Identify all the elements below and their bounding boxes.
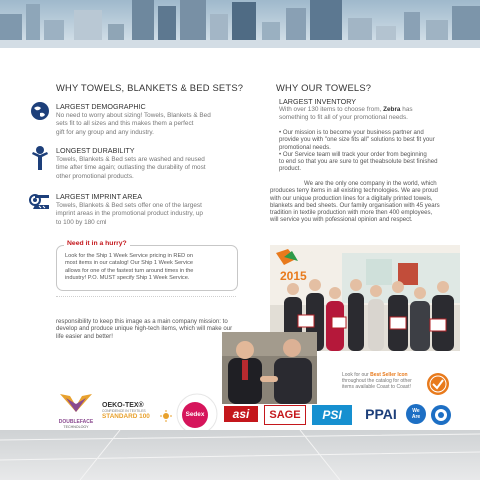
section-body	[56, 156, 236, 181]
hurry-text	[65, 253, 233, 283]
we-are-text: We	[412, 408, 420, 414]
bullet-line: to end so that you are sure to get theabsolute best finished	[279, 158, 438, 166]
seller-highlight: Best Seller Icon	[370, 372, 408, 378]
oeko-sub: CONFIDENCE IN TEXTILES	[102, 409, 146, 413]
floor-image	[0, 430, 480, 480]
body-line: imprint areas in the promotional product industry, up	[56, 210, 203, 218]
section-largest-imprint-area	[56, 192, 236, 227]
skyline-image	[0, 0, 480, 48]
mission-line: develop and produce unique high-tech items, which will make our	[56, 325, 233, 333]
seller-line: throughout the catalog for other	[342, 378, 412, 384]
asi-logo: asi	[224, 406, 258, 422]
doubleface-text: DOUBLEFACE	[58, 419, 94, 425]
right-heading: WHY OUR TOWELS?	[276, 82, 372, 93]
mission-line: responsibility to keep this image as a main company mission: to	[56, 318, 228, 325]
section-title: LARGEST IMPRINT AREA	[56, 192, 143, 201]
dotted-divider	[56, 296, 236, 298]
handshake-photo	[222, 332, 317, 404]
bullet-list	[279, 129, 463, 173]
bullet-item	[279, 151, 463, 173]
body-line: other promotional products.	[56, 172, 134, 180]
brand-name: Zebra	[383, 106, 401, 113]
best-seller-icon	[426, 372, 450, 396]
section-title: LONGEST DURABILITY	[56, 146, 135, 155]
company-paragraph	[270, 180, 460, 224]
inventory-text-post: has	[402, 106, 413, 113]
bullet-line: provide you with "one size fits all" solutions to best fit your	[279, 136, 435, 144]
sage-logo: SAGE	[264, 405, 306, 425]
paragraph-line: blankets and bed sheets. Our family organisation with 45 years	[270, 201, 440, 209]
section-longest-durability	[56, 146, 236, 181]
oeko-standard: STANDARD 100	[102, 413, 150, 420]
skyline-banner	[0, 0, 480, 48]
handshake-image	[222, 332, 317, 404]
inventory-line: something to fit all of your promotional needs.	[279, 114, 408, 122]
section-body	[56, 202, 236, 227]
inventory-title: LARGEST INVENTORY	[279, 97, 357, 106]
paragraph-line: with our unique production lines for a digitally printed towels,	[270, 194, 433, 202]
we-are-text: Are	[411, 414, 421, 420]
paragraph-line: will service you with pofessional opinion and respect.	[270, 216, 413, 224]
oeko-text: OEKO-TEX®	[102, 402, 144, 409]
body-line: time after time again; outlasting the durability of most	[56, 164, 206, 172]
body-line: sets fit to all sizes and this makes them a perfect	[56, 120, 194, 128]
section-body	[56, 112, 236, 137]
inventory-text-pre: With over 130 items to choose from,	[279, 106, 382, 113]
left-heading: WHY TOWELS, BLANKETS & BED SETS?	[56, 82, 244, 93]
rolled-towel-icon	[29, 192, 51, 212]
hurry-line: industry! P.O. MUST specify Ship 1 Week Service.	[65, 275, 190, 282]
sedex-logo: Sedex	[182, 402, 208, 428]
doubleface-logo	[56, 392, 96, 429]
body-line: Towels, Blankets & Bed sets offer one of the largest	[56, 202, 202, 209]
seller-pre: Look for our	[342, 372, 369, 378]
person-icon	[30, 145, 50, 171]
sun-icon	[160, 410, 172, 422]
bullet-item	[279, 129, 463, 151]
hurry-title: Need it in a hurry?	[64, 240, 130, 247]
body-line: to 100 by 180 cml	[56, 218, 107, 226]
mission-line: life easier and better!	[56, 332, 113, 340]
bullet-line: product.	[279, 165, 302, 173]
we-are-logo	[406, 404, 426, 424]
body-line: gift for any group and any industry.	[56, 128, 154, 136]
paragraph-line: We are the only one company in the world, which	[304, 180, 437, 187]
bullet-line: • Our Service team will track your order from beginning	[279, 150, 427, 158]
bullet-line: promotional needs.	[279, 143, 331, 151]
banner-year: 2015	[280, 269, 307, 283]
body-line: No need to worry about sizing! Towels, Blankets & Bed	[56, 112, 211, 119]
section-title: LARGEST DEMOGRAPHIC	[56, 102, 146, 111]
bullet-line: • Our mission is to become your business partner and	[279, 129, 424, 136]
hurry-line: Look for the Ship 1 Week Service pricing in RED on	[65, 253, 193, 259]
paragraph-line: tradition in textile production with more then 400 employees,	[270, 209, 433, 217]
ppai-logo: PPAI	[365, 406, 397, 422]
paragraph-line: produces terry items in all existing technologies. We are proud	[270, 187, 438, 195]
oeko-tex-logo	[102, 402, 166, 420]
inventory-line	[279, 106, 461, 114]
hurry-line: allows for one of the fastest turn around times in the	[65, 267, 194, 274]
inventory-text	[279, 106, 461, 123]
body-line: Towels, Blankets & Bed sets are washed and reused	[56, 156, 205, 163]
globe-icon	[30, 101, 50, 121]
seller-line: items available Coast to Coast!	[342, 384, 411, 390]
badge-seal-icon	[430, 404, 452, 426]
doubleface-sub: TECHNOLOGY	[63, 425, 89, 429]
psi-logo: PSI	[312, 405, 352, 425]
section-largest-demographic	[56, 102, 236, 137]
seller-callout	[342, 372, 426, 390]
doubleface-mark-icon	[56, 392, 96, 414]
hurry-line: most items in our catalog! Our Ship 1 Week Service	[65, 260, 193, 267]
floor-background	[0, 430, 480, 480]
